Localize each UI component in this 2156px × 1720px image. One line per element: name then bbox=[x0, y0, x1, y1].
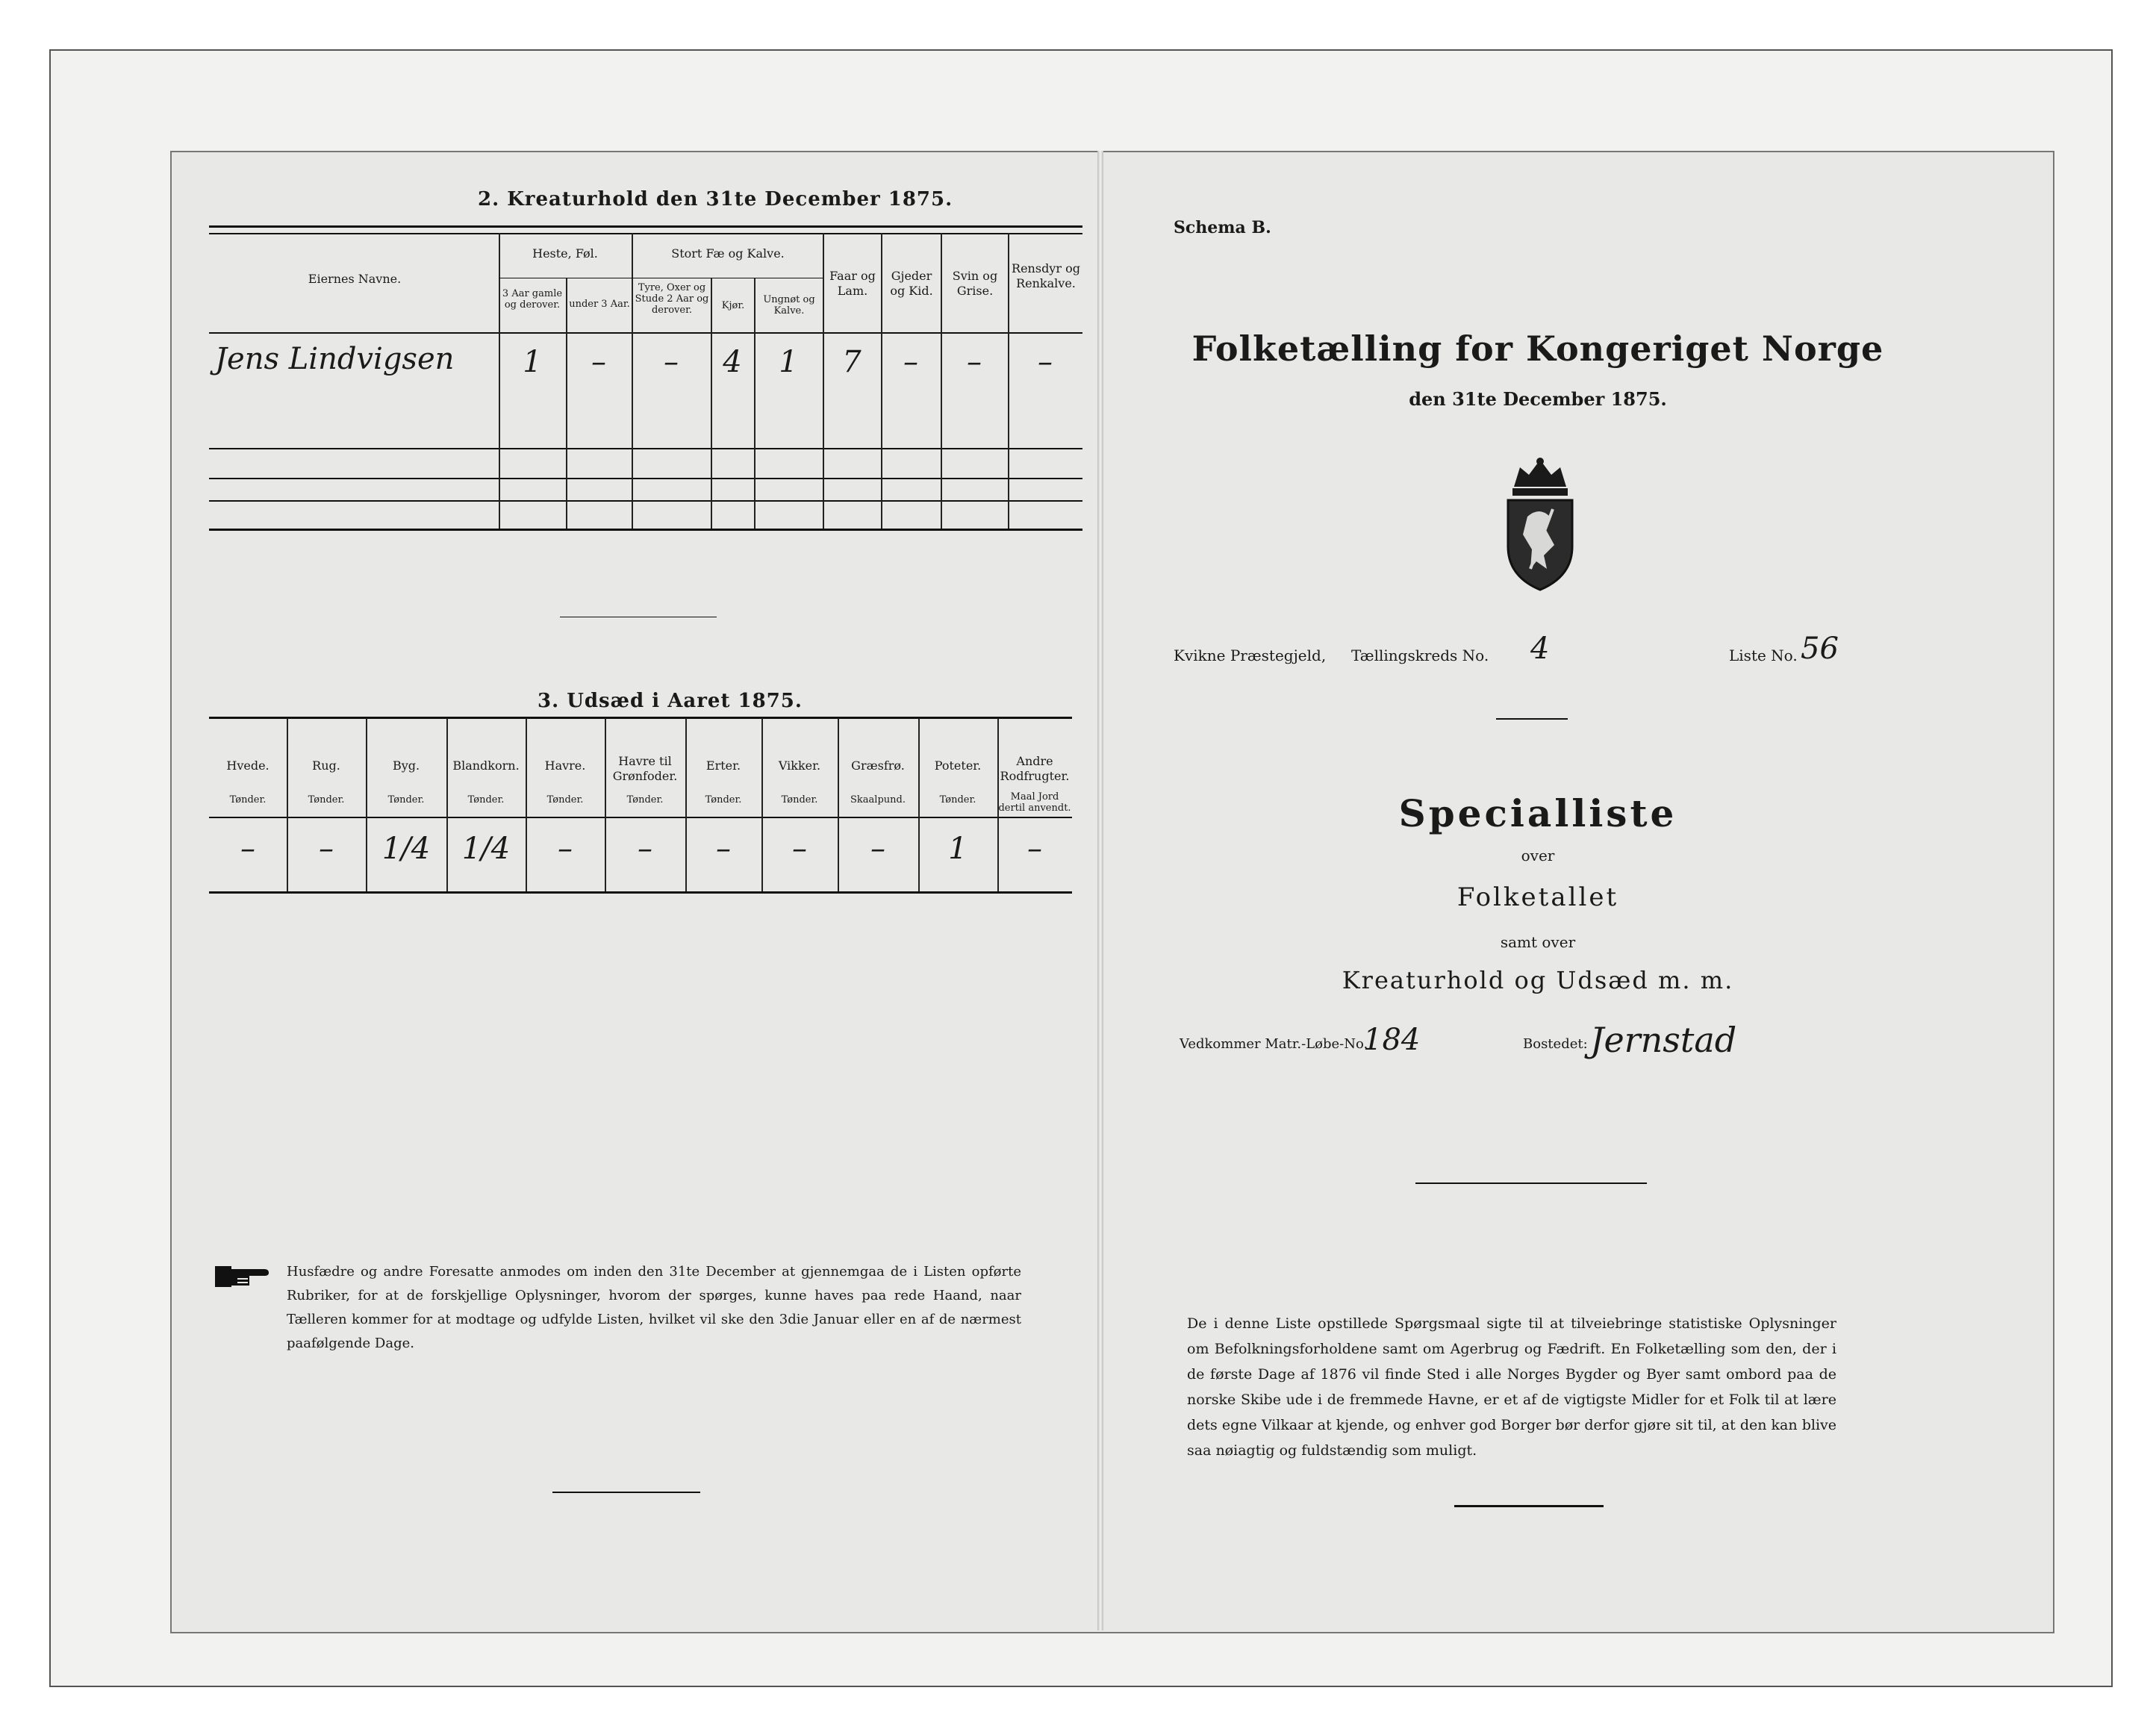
table-top-rule-2 bbox=[209, 233, 1082, 234]
separator-rule bbox=[1496, 718, 1568, 720]
intro-text: De i denne Liste opstillede Spørgsmaal sigte til at tilveiebringe statistiske Oplysninger om Befolkningsforholdene samt om Agerbrug og Fædrift. En Folketælling som den, der i de første Dage af 1876 vil finde Sted i alle Norges Bygder og Byer samt ombord paa de norske Skibe ude i de fremmede Havne, er et af de vigtigste Midler for et Folk til at lære dets egne Vilkaar at kjende, og enhver god Borger bør derfor gjøre sit til, at den kan blive saa nøiagtig og fuldstændig som muligt. bbox=[1187, 1315, 1836, 1459]
seed-unit: Tønder. bbox=[546, 794, 584, 806]
page-fold bbox=[1097, 151, 1103, 1630]
owner-name: Jens Lindvigsen bbox=[215, 342, 455, 376]
seed-header: Blandkorn. bbox=[452, 758, 520, 773]
samt-over-label: samt over bbox=[1500, 933, 1576, 951]
value-horses-3plus: 1 bbox=[523, 345, 542, 379]
matr-label: Vedkommer Matr.-Løbe-No. bbox=[1180, 1036, 1368, 1052]
seed-value: – bbox=[319, 832, 334, 866]
seed-value: 1/4 bbox=[381, 832, 431, 866]
value-young-cattle: 1 bbox=[779, 345, 798, 379]
value-sheep: 7 bbox=[842, 345, 862, 379]
seed-header: Havre til Grønfoder. bbox=[612, 754, 678, 783]
section3-title: 3. Udsæd i Aaret 1875. bbox=[538, 690, 803, 712]
bottom-rule-left bbox=[552, 1492, 700, 1493]
list-label: Liste No. bbox=[1729, 646, 1798, 664]
value-pigs: – bbox=[967, 345, 982, 379]
separator-rule bbox=[1415, 1182, 1647, 1184]
seed-header: Byg. bbox=[392, 758, 420, 773]
seed-header: Hvede. bbox=[226, 758, 270, 773]
col-divider bbox=[711, 278, 712, 529]
seed-unit: Tønder. bbox=[626, 794, 664, 806]
header-owner: Eiernes Navne. bbox=[308, 272, 402, 286]
value-reindeer: – bbox=[1038, 345, 1053, 379]
seed-header: Havre. bbox=[544, 758, 586, 773]
seed-value: 1/4 bbox=[461, 832, 511, 866]
seed-top-rule bbox=[209, 717, 1072, 719]
value-goats: – bbox=[903, 345, 918, 379]
matr-value: 184 bbox=[1363, 1023, 1421, 1057]
over-label: over bbox=[1521, 847, 1555, 864]
seed-unit: Skaalpund. bbox=[850, 794, 906, 806]
section2-title: 2. Kreaturhold den 31te December 1875. bbox=[478, 188, 953, 211]
coat-of-arms-icon bbox=[1501, 457, 1580, 591]
seed-header: Græsfrø. bbox=[851, 758, 905, 773]
seed-unit: Tønder. bbox=[229, 794, 267, 806]
seed-header: Erter. bbox=[705, 758, 741, 773]
seed-value: 1 bbox=[948, 832, 968, 866]
seed-unit: Maal Jord dertil anvendt. bbox=[998, 791, 1071, 814]
header-pigs: Svin og Grise. bbox=[952, 269, 998, 298]
seed-header: Rug. bbox=[312, 758, 340, 773]
header-goats: Gjeder og Kid. bbox=[890, 269, 933, 298]
header-young-cattle: Ungnøt og Kalve. bbox=[763, 294, 815, 317]
seed-header: Andre Rodfrugter. bbox=[1000, 754, 1070, 783]
header-cattle: Stort Fæ og Kalve. bbox=[671, 246, 785, 261]
specialliste-title: Specialliste bbox=[1398, 791, 1677, 835]
value-cows: 4 bbox=[723, 345, 742, 379]
footnote-text: Husfædre og andre Foresatte anmodes om inden den 31te December at gjennemgaa de i Listen opførte Rubriker, for at de forskjellige Oplysninger, hvorom der spørges, kunne haves paa rede Haand, naar Tælleren kommer for at modtage og udfylde Listen, hvilket vil ske den 3die Januar eller en af de nærmest paafølgende Dage. bbox=[287, 1264, 1021, 1351]
header-horses-3plus: 3 Aar gamle og derover. bbox=[502, 288, 563, 311]
kreaturhold-label: Kreaturhold og Udsæd m. m. bbox=[1342, 966, 1734, 994]
header-horses: Heste, Føl. bbox=[532, 246, 598, 261]
value-bulls: – bbox=[664, 345, 679, 379]
row-rule bbox=[209, 500, 1082, 502]
row-rule bbox=[209, 448, 1082, 449]
seed-value: – bbox=[240, 832, 255, 866]
seed-value: – bbox=[792, 832, 807, 866]
seed-unit: Tønder. bbox=[939, 794, 976, 806]
parish-label: Kvikne Præstegjeld, bbox=[1174, 646, 1327, 664]
header-bulls: Tyre, Oxer og Stude 2 Aar og derover. bbox=[635, 282, 709, 316]
bosted-value: Jernstad bbox=[1590, 1020, 1737, 1060]
bottom-rule-right bbox=[1454, 1505, 1604, 1507]
seed-value: – bbox=[558, 832, 573, 866]
list-value: 56 bbox=[1801, 632, 1839, 666]
value-horses-under3: – bbox=[591, 345, 606, 379]
seed-header-rule bbox=[209, 817, 1072, 818]
district-label: Tællingskreds No. bbox=[1351, 646, 1489, 664]
census-date: den 31te December 1875. bbox=[1409, 388, 1667, 410]
seed-unit: Tønder. bbox=[308, 794, 345, 806]
folketallet-label: Folketallet bbox=[1456, 882, 1619, 912]
seed-value: – bbox=[638, 832, 652, 866]
seed-value: – bbox=[870, 832, 885, 866]
header-horses-under3: under 3 Aar. bbox=[569, 299, 630, 310]
pointing-hand-icon bbox=[215, 1263, 270, 1290]
seed-header: Poteter. bbox=[934, 758, 982, 773]
header-sheep: Faar og Lam. bbox=[829, 269, 876, 298]
table-bottom-rule bbox=[209, 529, 1082, 531]
seed-unit: Tønder. bbox=[387, 794, 425, 806]
seed-header: Vikker. bbox=[778, 758, 821, 773]
col-divider bbox=[566, 278, 567, 529]
seed-unit: Tønder. bbox=[781, 794, 818, 806]
header-reindeer: Rensdyr og Renkalve. bbox=[1012, 261, 1080, 290]
seed-unit: Tønder. bbox=[467, 794, 505, 806]
header-bottom-rule bbox=[209, 332, 1082, 334]
seed-value: – bbox=[716, 832, 731, 866]
header-cows: Kjør. bbox=[721, 300, 745, 311]
seed-bottom-rule bbox=[209, 891, 1072, 894]
row-rule bbox=[209, 478, 1082, 479]
schema-label: Schema B. bbox=[1174, 218, 1271, 237]
seed-unit: Tønder. bbox=[705, 794, 742, 806]
seed-value: – bbox=[1027, 832, 1042, 866]
census-title: Folketælling for Kongeriget Norge bbox=[1191, 328, 1884, 369]
table-top-rule bbox=[209, 225, 1082, 228]
district-value: 4 bbox=[1530, 632, 1550, 666]
bosted-label: Bostedet: bbox=[1523, 1036, 1588, 1052]
